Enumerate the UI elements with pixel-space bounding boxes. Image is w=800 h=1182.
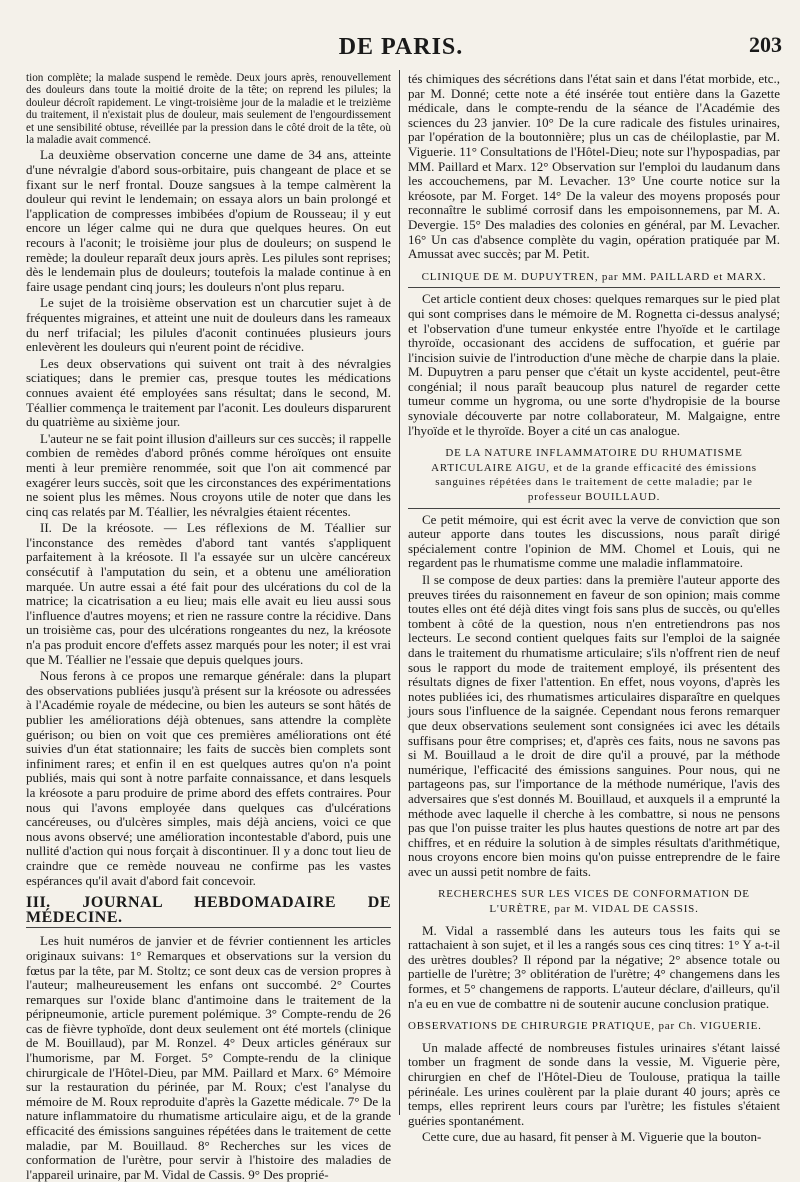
paragraph: Le sujet de la troisième observation est un charcutier sujet à de fréquentes migraines, et atteint une nuit de douleurs dans les rameaux du nerf trifacial; les pilules d'aconit continuées plusieurs jours enlevèrent les douleurs qui n'eurent point de récidive. [26,295,391,355]
section-title: III. JOURNAL HEBDOMADAIRE DE MÉDECINE. [26,896,391,928]
running-title: DE PARIS. [338,34,464,60]
article-heading: DE LA NATURE INFLAMMATOIRE DU RHUMATISME ARTICULAIRE AIGU, et de la grande efficacité des émissions sanguines répétées dans le traitement de cette maladie; par le professeur BOUILLAUD. [408,446,780,508]
paragraph: L'auteur ne se fait point illusion d'ailleurs sur ces succès; il rappelle combien de remèdes d'abord prônés comme héroïques ont ensuite menti à leur première renommée, soit que l'on ait commencé par exagérer leurs succès, soit que les circonstances des expérimentations ne soient plus les mêmes. Nous croyons utile de noter que dans les cinq cas relatés par M. Téallier, les névralgies étaient récentes. [26,430,391,519]
article-heading: CLINIQUE DE M. DUPUYTREN, par MM. PAILLARD et MARX. [408,270,780,289]
paragraph: II. De la kréosote. — Les réflexions de M. Téallier sur l'inconstance des remèdes d'abord tant vantés s'appliquent parfaitement à la kréosote. Il l'a essayée sur un ulcère cancéreux consécutif à l'amputation du sein, et a obtenu une amélioration marquée. Un autre essai a été fait pour des ulcérations du col de la matrice; la cicatrisation a eu lieu; mais elle avait eu lieu aussi sous l'influence d'autres moyens; et rien ne rassure contre la récidive. Dans un troisième cas, pour des ulcérations rongeantes du nez, la kréosote n'a pas produit encore d'effets assez marqués pour les noter; il est vrai que M. Téallier ne l'essaie que depuis quelques jours. [26,520,391,667]
right-column [408,71,780,1145]
page-number: 203 [749,32,782,57]
paragraph: Cet article contient deux choses: quelques remarques sur le pied plat qui sont comprises dans le mémoire de M. Rognetta ci-dessus analysé; et l'observation d'une tumeur enkystée entre l'hyoïde et le cartilage thyroïde, occasionant des accidens de suffocation, et guérie par l'incision suivie de l'introduction d'une mèche de charpie dans la plaie. M. Dupuytren a paru penser que c'était un kyste accidentel, peut-être congénial; il nous paraît beaucoup plus naturel de regarder cette tumeur comme un hygroma, ou une sorte d'hydropisie de la bourse synoviale découverte par notre collaborateur, M. Malgaigne, entre l'hyoïde et le thyroïde. Boyer a cité un cas analogue. [408,291,780,438]
left-column [26,72,391,1182]
paragraph: M. Vidal a rassemblé dans les auteurs tous les faits qui se rattachaient à son sujet, et il les a rangés sous ces cinq titres: 1° Y a-t-il des urètres doubles? Il répond par la négative; 2° absence totale ou partielle de l'urètre; 3° oblitération de l'urètre; 4° changemens dans les formes, et 5° changemens de rapports. L'auteur déclare, d'ailleurs, qu'il n'a eu en vue de combattre ni de soutenir aucune conclusion pratique. [408,922,780,1011]
column-divider [399,70,400,1115]
paragraph: Les deux observations qui suivent ont trait à des névralgies sciatiques; dans le premier cas, presque toutes les médications connues avaient été employées sans résultat; dans le second, M. Téallier commença le traitement par l'aconit. Les douleurs disparurent du quatrième au sixième jour. [26,355,391,430]
article-heading: OBSERVATIONS DE CHIRURGIE PRATIQUE, par Ch. VIGUERIE. [408,1020,762,1033]
paragraph: La deuxième observation concerne une dame de 34 ans, atteinte d'une névralgie d'abord sous-orbitaire, puis changeant de place et se fixant sur le nerf frontal. Douze sangsues à la tempe calmèrent la douleur qui revint le lendemain; on essaya alors un bain prolongé et l'application de compresses imbibées d'opium de Rousseau; il y eut encore un léger calme qui ne dura que quelques heures. On eut recours à l'aconit; le troisième jour plus de douleurs; on suspend le remède; la douleur reparaît deux jours après. Les pilules sont reprises; dès le lendemain plus de douleurs; toutefois la malade continue à en faire usage pendant cinq jours; les douleurs n'ont plus reparu. [26,147,391,294]
paragraph: Il se compose de deux parties: dans la première l'auteur apporte des preuves tirées du raisonnement en faveur de son opinion; mais comme toutes elles ont été déjà dites vingt fois sans plus de succès, ou qu'elles tombent à côté de la question, nous n'en entretiendrons pas nos lecteurs. Le second contient quelques faits sur l'emploi de la saignée dans le traitement du rhumatisme articulaire; s'ils n'offrent rien de neuf sous le rapport du mode de traitement employé, ils présentent des résultats dignes de fixer l'attention. En effet, nous voyons, d'après les notes publiées ici, des rhumatismes articulaires disparaître en quelques jours sous l'influence de la saignée. Cependant nous ferons remarquer que deux observations seulement sont consignées ici avec les détails suffisans pour être comprises; et, d'après ces faits, nous ne savons pas si M. Bouillaud a le droit de dire qu'il a prouvé, par la méthode numérique, l'efficacité des émissions sanguines. Pour nous, qui ne partageons pas, sur l'importance de la méthode numérique, l'avis des adversaires que s'est donnés M. Bouillaud, et auxquels il a emprunté la méthode avec laquelle il cherche à les combattre, si nous ne pensons pas que l'on puisse traiter les plus hautes questions de notre art par des chiffres, et en réduire la solution à de simples résultats d'arithmétique, nous croyons encore bien moins qu'on puisse entreprendre de le faire avec un aussi petit nombre de faits. [408,572,780,879]
paragraph: Ce petit mémoire, qui est écrit avec la verve de conviction que son auteur apporte dans toutes les discussions, nous paraît dirigé spécialement contre l'opinion de MM. Chomel et Louis, qui ne regardent pas le rhumatisme comme une maladie inflammatoire. [408,511,780,571]
paragraph: Un malade affecté de nombreuses fistules urinaires s'étant laissé tomber un fragment de sonde dans la vessie, M. Viguerie père, chirurgien en chef de l'Hôtel-Dieu de Toulouse, pratiqua la taille périnéale. Les urines coulèrent par la plaie durant 40 jours; après ce temps, elles reprirent leurs cours par l'urètre; les fistules s'étaient guéries spontanément. [408,1039,780,1128]
paragraph: tion complète; la malade suspend le remède. Deux jours après, renouvellement des douleurs dans toute la moitié droite de la tête; on reprend les pilules; la douleur décroît rapidement. Le vingt-troisième jour de la maladie et le treizième du traitement, il n'existait plus de douleur, mais seulement de l'engourdissement et une sensibilité obtuse, réveillée par la pression dans le côté droit de la tête, où la maladie avait commencé. [26,72,391,147]
paragraph: Cette cure, due au hasard, fit penser à M. Viguerie que la bouton- [422,1129,762,1145]
page-header [20,28,782,68]
paragraph: Les huit numéros de janvier et de février contiennent les articles originaux suivans: 1° Remarques et observations sur la version du fœtus par la tête, par M. Stoltz; ce sont deux cas de version propres à l'auteur; malheureusement les enfans ont succombé. 2° Courtes remarques sur l'oxide blanc d'antimoine dans le traitement de la péripneumonie, article purement polémique. 3° Compte-rendu de 26 cas de fièvre typhoïde, dont deux seulement ont été mortels (clinique de M. Bouillaud), par M. Ronzel. 4° Deux articles généraux sur l'humorisme, par M. Forget. 5° Compte-rendu de la clinique chirurgicale de l'Hôtel-Dieu, par MM. Paillard et Marx. 6° Mémoire sur la restauration du périnée, par M. Roux; c'est l'analyse du mémoire de M. Roux reproduite d'après la Gazette médicale. 7° De la nature inflammatoire du rhumatisme articulaire aigu, et de la grande efficacité des émissions sanguines répétées dans le traitement de cette maladie, par M. Bouillaud. 8° Recherches sur les vices de conformation de l'urètre, pour servir à l'histoire des maladies de l'appareil urinaire, par M. Vidal de Cassis. 9° Des proprié- [26,933,391,1182]
paragraph: tés chimiques des sécrétions dans l'état sain et dans l'état morbide, etc., par M. Donné; cette note a été insérée tout entière dans la Gazette médicale, dans le compte-rendu de la séance de l'Académie des sciences du 23 janvier. 10° De la cure radicale des fistules urinaires, par l'opération de la boutonnière; plus un cas de chéiloplastie, par M. Viguerie. 11° Consultations de l'Hôtel-Dieu; note sur l'hypospadias, par MM. Paillard et Marx. 12° Observation sur l'emploi du laudanum dans les accouchemens, par M. Levacher. 13° Une courte notice sur la kréosote, par M. Forget. 14° De la valeur des moyens proposés pour reconnaître le sublimé corrosif dans les empoisonnemens, par M. A. Devergie. 15° Des maladies des colonies en général, par M. Levacher. 16° Un cas d'absence complète du vagin, opération pratiquée par M. Amussat avec succès; par M. Petit. [408,71,780,262]
article-heading: RECHERCHES SUR LES VICES DE CONFORMATION DE L'URÈTRE, par M. VIDAL DE CASSIS. [438,888,750,916]
paragraph: Nous ferons à ce propos une remarque générale: dans la plupart des observations publiées jusqu'à présent sur la kréosote ou adressées à l'Académie royale de médecine, ou bien les auteurs se sont hâtés de publier les améliorations déjà obtenues, sans attendre la complète guérison; ou bien on voit que ces premières améliorations ont été suivies d'un état stationnaire; les faits de succès bien complets sont infiniment rares; et enfin il en est quelques autres qu'on n'a point publiés, mais qui sont à notre parfaite connaissance, et dans lesquels la kréosote a paru produire de prime abord des effets contraires. Pour nous qui l'avons employée dans quelques cas d'ulcérations cancéreuses, ou d'ulcères simples, mais déjà anciens, voici ce que nous avons observé; une amélioration incontestable d'abord, puis une nullité d'action qui nous forçait à discontinuer. Il y a donc tout lieu de craindre que ce remède nouveau ne confirme pas les vastes espérances qu'il avait d'abord fait concevoir. [26,668,391,888]
